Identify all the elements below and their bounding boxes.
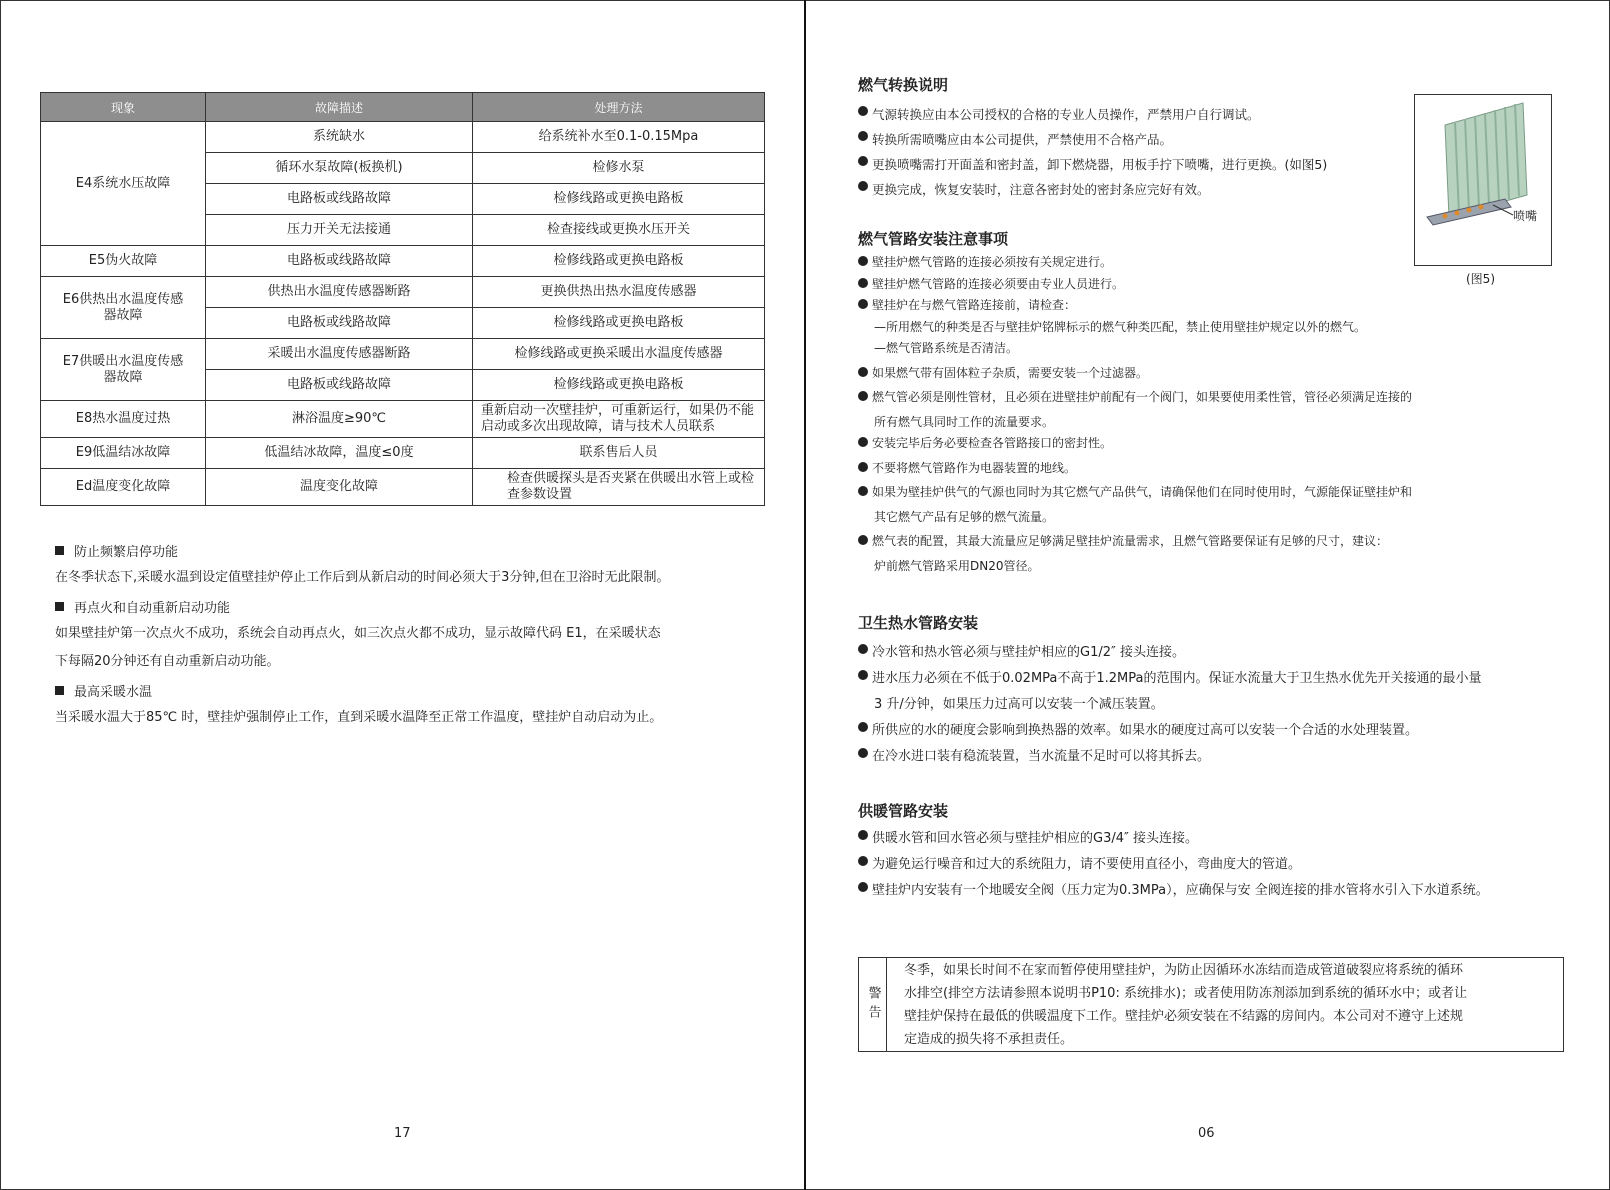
warning-label: 警告 [859,958,887,1051]
list-subitem: 所有燃气具同时工作的流量要求。 [874,414,1055,429]
left-page [0,0,804,1190]
fault-table [40,92,765,506]
fault-desc: 淋浴温度≥90℃ [206,401,473,438]
bullet-icon [858,830,868,840]
warning-box [858,957,1564,1052]
note-text: 在冬季状态下,采暖水温到设定值壁挂炉停止工作后到从新启动的时间必须大于3分钟,但在卫浴时无此限制。 [55,570,670,585]
bullet-icon [858,299,868,309]
fault-fix: 检查接线或更换水压开关 [473,215,765,246]
table-row [41,438,765,469]
figure-caption: (图5) [1466,272,1495,286]
table-row [41,339,765,370]
warning-line: 水排空(排空方法请参照本说明书P10: 系统排水)；或者使用防冻剂添加到系统的循环水中；或者让 [904,986,1468,1001]
list-subitem: 其它燃气产品有足够的燃气流量。 [874,509,1055,524]
fault-code: E8热水温度过热 [41,401,206,438]
table-row [41,401,765,438]
note-title: 再点火和自动重新启动功能 [74,600,231,616]
section-title: 燃气转换说明 [858,76,949,94]
list-item: 气源转换应由本公司授权的合格的专业人员操作，严禁用户自行调试。 [858,102,1327,127]
bullet-icon [858,748,868,758]
section-title: 燃气管路安装注意事项 [858,230,1009,248]
list-item: 壁挂炉内安装有一个地暖安全阀（压力定为0.3MPa），应确保与安 全阀连接的排水管将水引入下水道系统。 [858,878,1489,904]
hot-water-pipe-notes [858,640,1482,770]
fault-code: E9低温结冰故障 [41,438,206,469]
header-description: 故障描述 [206,93,473,122]
bullet-icon [858,722,868,732]
fault-fix: 给系统补水至0.1-0.15Mpa [473,122,765,153]
warning-line: 壁挂炉保持在最低的供暖温度下工作。壁挂炉必须安装在不结露的房间内。本公司对不遵守上述规 [904,1009,1464,1024]
list-item: 更换完成，恢复安装时，注意各密封处的密封条应完好有效。 [858,177,1327,202]
warning-line: 冬季，如果长时间不在家而暂停使用壁挂炉，为防止因循环水冻结而造成管道破裂应将系统的循环 [904,963,1464,978]
list-item: 冷水管和热水管必须与壁挂炉相应的G1/2″ 接头连接。 [858,640,1482,666]
list-item: 如果为壁挂炉供气的气源也同时为其它燃气产品供气，请确保他们在同时使用时，气源能保证壁挂炉和 [858,482,1412,504]
header-phenomenon: 现象 [41,93,206,122]
gas-pipe-notes [858,252,1412,577]
fault-desc: 循环水泵故障(板换机) [206,153,473,184]
list-item: 燃气表的配置，其最大流量应足够满足壁挂炉流量需求，且燃气管路要保证有足够的尺寸，建议： [858,531,1412,553]
note-text: 下每隔20分钟还有自动重新启动功能。 [55,654,280,669]
fault-fix: 检修水泵 [473,153,765,184]
fault-fix: 检修线路或更换电路板 [473,370,765,401]
section-title: 卫生热水管路安装 [858,614,979,632]
table-row [41,469,765,506]
bullet-icon [858,882,868,892]
page-number: 17 [394,1126,411,1141]
square-bullet-icon [55,546,64,555]
bullet-icon [858,462,868,472]
nozzle-label: 喷嘴 [1513,209,1538,223]
note-title: 防止频繁启停功能 [74,544,179,560]
bullet-icon [858,367,868,377]
fault-code: E4系统水压故障 [41,122,206,246]
list-item: 燃气管必须是刚性管材，且必须在进壁挂炉前配有一个阀门，如果要使用柔性管，管径必须满足连接的 [858,387,1412,409]
list-item: 进水压力必须在不低于0.02MPa不高于1.2MPa的范围内。保证水流量大于卫生热水优先开关接通的最小量 [858,666,1482,692]
bullet-icon [858,670,868,680]
bullet-icon [858,535,868,545]
bullet-icon [858,391,868,401]
gas-conversion-list [858,102,1327,202]
bullet-icon [858,437,868,447]
warning-line: 定造成的损失将不承担责任。 [904,1032,1074,1047]
list-item: 安装完毕后务必要检查各管路接口的密封性。 [858,433,1412,455]
square-bullet-icon [55,602,64,611]
list-item: 转换所需喷嘴应由本公司提供，严禁使用不合格产品。 [858,127,1327,152]
fault-desc: 采暖出水温度传感器断路 [206,339,473,370]
list-subitem: 炉前燃气管路采用DN20管径。 [874,558,1040,573]
bullet-icon [858,106,868,116]
list-item: 所供应的水的硬度会影响到换热器的效率。如果水的硬度过高可以安装一个合适的水处理装置。 [858,718,1482,744]
nozzle-figure [1414,94,1552,266]
fault-code: E7供暖出水温度传感器故障 [41,339,206,401]
fault-fix: 联系售后人员 [473,438,765,469]
fault-code: Ed温度变化故障 [41,469,206,506]
table-header-row [41,93,765,122]
list-subitem: —燃气管路系统是否清洁。 [874,341,1019,355]
fault-desc: 低温结冰故障，温度≤0度 [206,438,473,469]
note-text: 当采暖水温大于85℃ 时，壁挂炉强制停止工作，直到采暖水温降至正常工作温度，壁挂炉自动启动为止。 [55,710,663,725]
fault-desc: 电路板或线路故障 [206,370,473,401]
list-item: 更换喷嘴需打开面盖和密封盖，卸下燃烧器，用板手拧下喷嘴，进行更换。(如图5) [858,152,1327,177]
note-heading [55,592,775,620]
fault-fix: 检查供暖探头是否夹紧在供暖出水管上或检查参数设置 [473,469,765,506]
fault-fix: 重新启动一次壁挂炉，可重新运行，如果仍不能启动或多次出现故障，请与技术人员联系 [473,401,765,438]
burner-illustration [1415,95,1551,265]
fault-fix: 检修线路或更换电路板 [473,184,765,215]
section-title: 供暖管路安装 [858,802,949,820]
table-row [41,277,765,308]
fault-desc: 电路板或线路故障 [206,184,473,215]
list-item: 为避免运行噪音和过大的系统阻力，请不要使用直径小，弯曲度大的管道。 [858,852,1489,878]
bullet-icon [858,856,868,866]
bullet-icon [858,644,868,654]
bullet-icon [858,278,868,288]
list-item: 供暖水管和回水管必须与壁挂炉相应的G3/4″ 接头连接。 [858,826,1489,852]
note-heading [55,676,775,704]
fault-desc: 压力开关无法接通 [206,215,473,246]
bullet-icon [858,156,868,166]
fault-fix: 检修线路或更换电路板 [473,246,765,277]
fault-desc: 供热出水温度传感器断路 [206,277,473,308]
table-row [41,246,765,277]
list-subitem: —所用燃气的种类是否与壁挂炉铭牌标示的燃气种类匹配，禁止使用壁挂炉规定以外的燃气。 [874,319,1367,334]
fault-desc: 电路板或线路故障 [206,308,473,339]
list-item: 壁挂炉燃气管路的连接必须要由专业人员进行。 [858,274,1412,296]
fault-code: E5伪火故障 [41,246,206,277]
bullet-icon [858,486,868,496]
page-number: 06 [1198,1126,1215,1141]
fault-fix: 检修线路或更换电路板 [473,308,765,339]
note-title: 最高采暖水温 [74,684,153,700]
list-item: 如果燃气带有固体粒子杂质，需要安装一个过滤器。 [858,363,1412,385]
header-solution: 处理方法 [473,93,765,122]
warning-text [904,959,1554,1051]
list-item: 壁挂炉燃气管路的连接必须按有关规定进行。 [858,252,1412,274]
fault-code: E6供热出水温度传感器故障 [41,277,206,339]
list-subitem: 3 升/分钟，如果压力过高可以安装一个减压装置。 [874,697,1164,712]
function-notes [55,536,775,732]
fault-fix: 检修线路或更换采暖出水温度传感器 [473,339,765,370]
bullet-icon [858,131,868,141]
bullet-icon [858,181,868,191]
square-bullet-icon [55,686,64,695]
note-text: 如果壁挂炉第一次点火不成功，系统会自动再点火，如三次点火都不成功，显示故障代码 E1，在采暖状态 [55,626,661,641]
list-item: 不要将燃气管路作为电器装置的地线。 [858,458,1412,480]
heating-pipe-notes [858,826,1489,904]
fault-desc: 系统缺水 [206,122,473,153]
list-item: 壁挂炉在与燃气管路连接前，请检查： [858,295,1412,317]
fault-fix: 更换供热出热水温度传感器 [473,277,765,308]
bullet-icon [858,256,868,266]
fault-desc: 温度变化故障 [206,469,473,506]
note-heading [55,536,775,564]
list-item: 在冷水进口装有稳流装置，当水流量不足时可以将其拆去。 [858,744,1482,770]
table-row [41,122,765,153]
fault-desc: 电路板或线路故障 [206,246,473,277]
